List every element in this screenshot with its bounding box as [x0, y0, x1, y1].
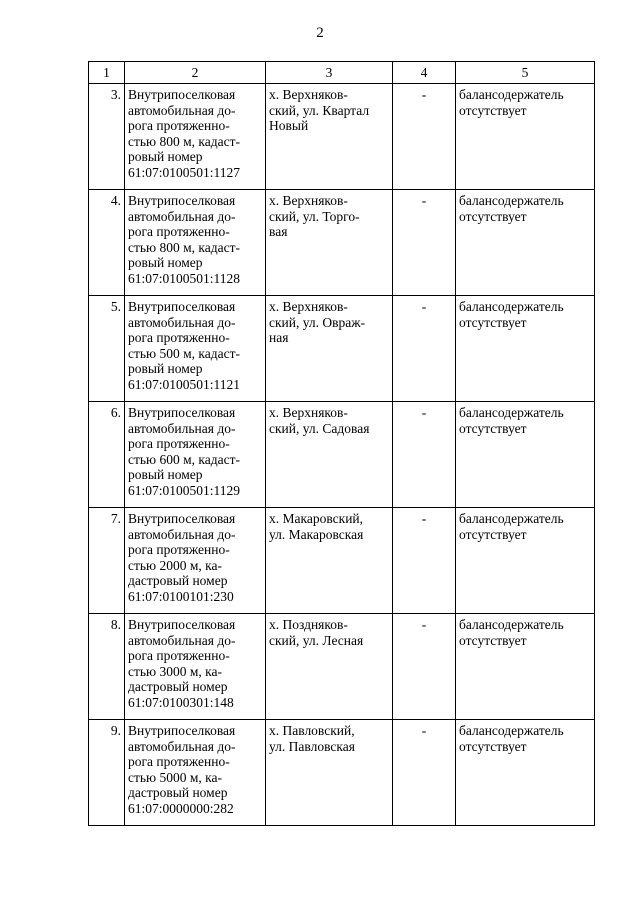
object-description: Внутрипоселковая автомобильная до- рога протяженно- стью 500 м, кадаст- ровый номер 61:07:0100501:1121 [125, 296, 266, 402]
object-description: Внутрипоселковая автомобильная до- рога протяженно- стью 600 м, кадаст- ровый номер 61:07:0100501:1129 [125, 402, 266, 508]
table-row [89, 508, 595, 614]
column-header-2: 2 [125, 62, 266, 84]
column-4-value: - [393, 720, 456, 826]
object-address: х. Верхняков- ский, ул. Овраж- ная [266, 296, 393, 402]
column-header-4: 4 [393, 62, 456, 84]
balance-holder: балансодержатель отсутствует [456, 614, 595, 720]
column-4-value: - [393, 190, 456, 296]
row-number: 6. [89, 402, 125, 508]
balance-holder: балансодержатель отсутствует [456, 190, 595, 296]
column-header-1: 1 [89, 62, 125, 84]
table-header-row [89, 62, 595, 84]
object-address: х. Верхняков- ский, ул. Квартал Новый [266, 84, 393, 190]
page-number: 2 [316, 25, 324, 41]
row-number: 9. [89, 720, 125, 826]
column-4-value: - [393, 614, 456, 720]
object-address: х. Верхняков- ский, ул. Торго- вая [266, 190, 393, 296]
property-register-table [88, 61, 595, 826]
object-description: Внутрипоселковая автомобильная до- рога протяженно- стью 800 м, кадаст- ровый номер 61:07:0100501:1128 [125, 190, 266, 296]
table-row [89, 84, 595, 190]
object-description: Внутрипоселковая автомобильная до- рога протяженно- стью 3000 м, ка- дастровый номер 61:07:0100301:148 [125, 614, 266, 720]
column-4-value: - [393, 84, 456, 190]
object-description: Внутрипоселковая автомобильная до- рога протяженно- стью 800 м, кадаст- ровый номер 61:07:0100501:1127 [125, 84, 266, 190]
balance-holder: балансодержатель отсутствует [456, 84, 595, 190]
object-address: х. Поздняков- ский, ул. Лесная [266, 614, 393, 720]
balance-holder: балансодержатель отсутствует [456, 508, 595, 614]
table-row [89, 614, 595, 720]
object-address: х. Верхняков- ский, ул. Садовая [266, 402, 393, 508]
column-4-value: - [393, 402, 456, 508]
row-number: 5. [89, 296, 125, 402]
column-header-3: 3 [266, 62, 393, 84]
balance-holder: балансодержатель отсутствует [456, 402, 595, 508]
row-number: 8. [89, 614, 125, 720]
column-4-value: - [393, 508, 456, 614]
balance-holder: балансодержатель отсутствует [456, 296, 595, 402]
table-row [89, 296, 595, 402]
row-number: 3. [89, 84, 125, 190]
object-address: х. Макаровский, ул. Макаровская [266, 508, 393, 614]
table-row [89, 720, 595, 826]
table-row [89, 190, 595, 296]
row-number: 4. [89, 190, 125, 296]
column-4-value: - [393, 296, 456, 402]
object-description: Внутрипоселковая автомобильная до- рога протяженно- стью 5000 м, ка- дастровый номер 61:07:0000000:282 [125, 720, 266, 826]
balance-holder: балансодержатель отсутствует [456, 720, 595, 826]
row-number: 7. [89, 508, 125, 614]
object-description: Внутрипоселковая автомобильная до- рога протяженно- стью 2000 м, ка- дастровый номер 61:07:0100101:230 [125, 508, 266, 614]
table-row [89, 402, 595, 508]
object-address: х. Павловский, ул. Павловская [266, 720, 393, 826]
column-header-5: 5 [456, 62, 595, 84]
